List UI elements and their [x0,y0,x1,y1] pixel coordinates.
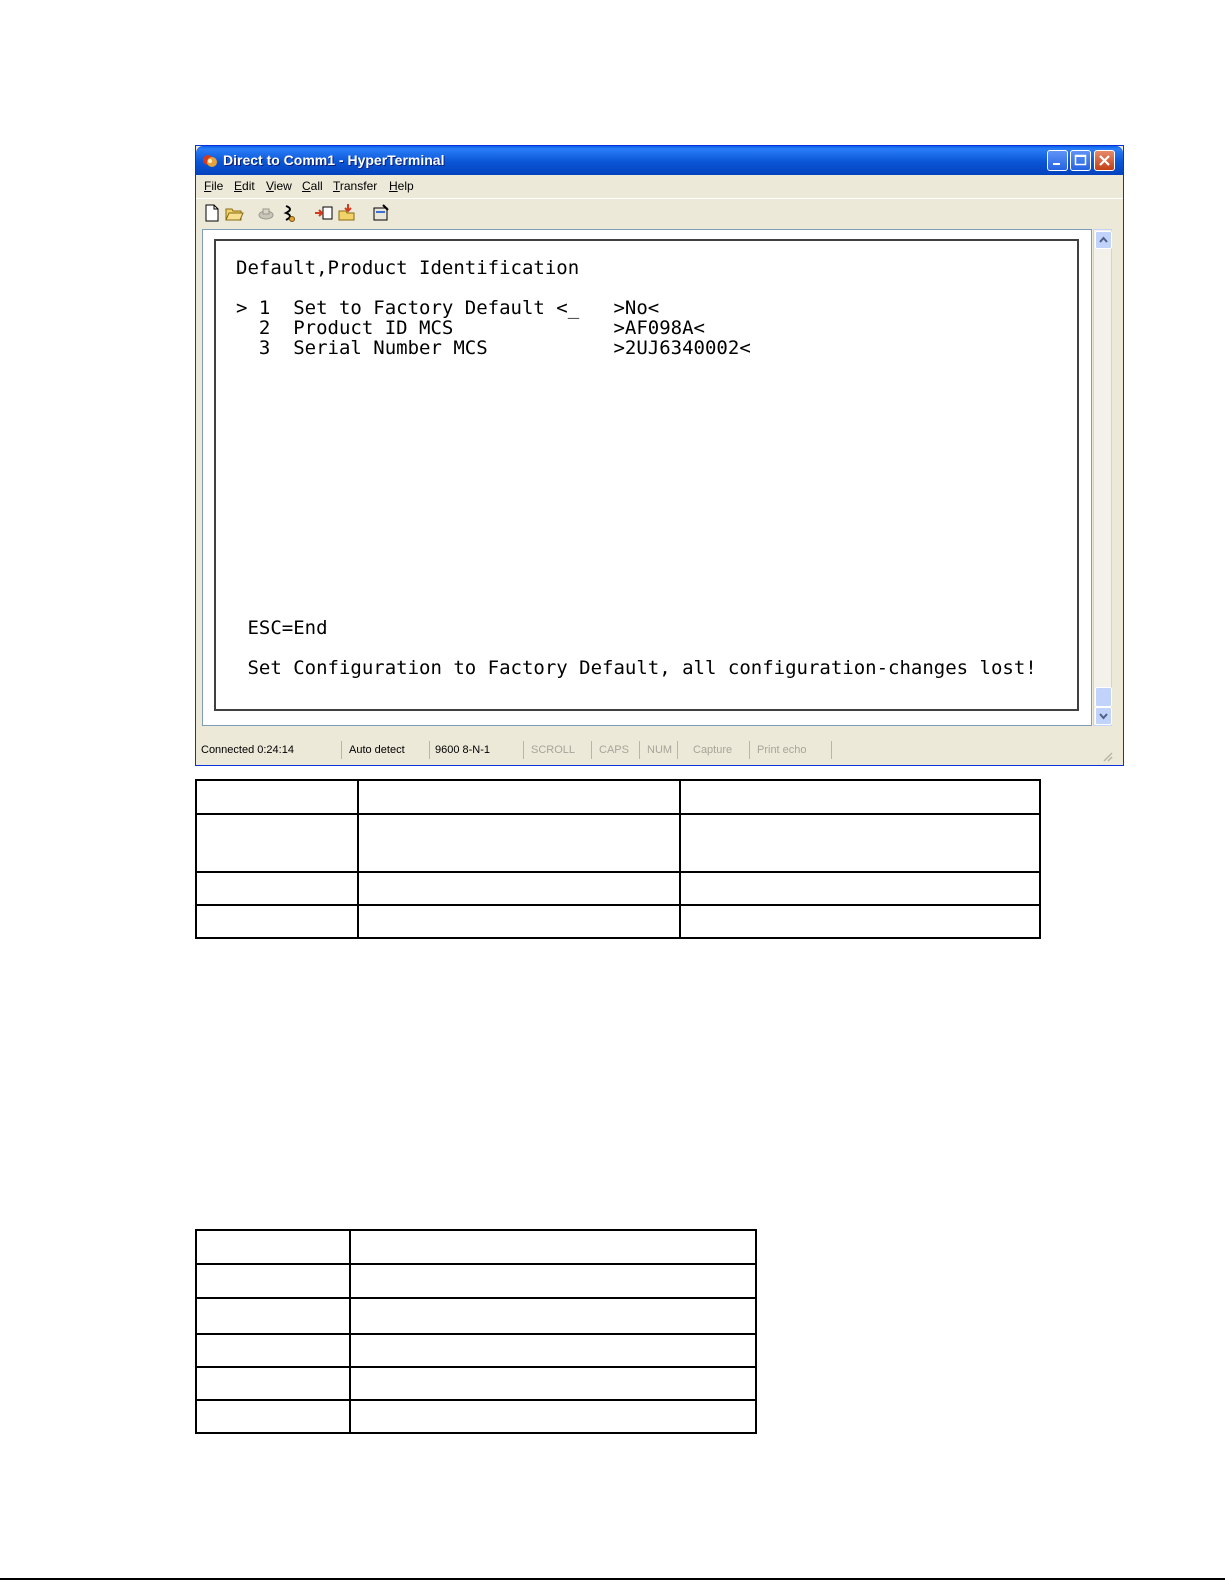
menu-call-key: C [302,179,311,193]
terminal-line [236,378,1037,398]
table-cell [680,905,1040,938]
terminal-line: ESC=End [236,617,328,639]
menu-transfer[interactable] [333,179,377,193]
table-cell [196,1400,350,1433]
table-row [196,780,1040,814]
properties-icon[interactable] [371,203,391,223]
table-cell [196,814,358,872]
table-cell [350,1230,756,1264]
menu-view-key: V [266,179,274,193]
hyperterminal-app-icon [202,153,218,169]
table-cell [350,1400,756,1433]
table-row [196,905,1040,938]
table-row [196,872,1040,905]
menu-file[interactable] [204,179,223,193]
menu-help-label: elp [397,179,414,193]
menu-help[interactable] [389,179,414,193]
menu-help-key: H [389,179,398,193]
table-row [196,1264,756,1298]
terminal-line: 2 Product ID MCS >AF098A< [236,317,705,339]
table-cell [196,905,358,938]
document-table-2 [195,1229,757,1434]
connect-icon[interactable] [280,203,300,223]
menu-edit-label: dit [242,179,255,193]
status-print-echo: Print echo [754,741,832,759]
status-bar [196,736,1123,766]
close-icon [1095,151,1114,170]
menu-bar [196,175,1123,197]
table-cell [350,1298,756,1334]
table-cell [358,872,680,905]
window-title: Direct to Comm1 - HyperTerminal [223,152,445,168]
terminal-line [236,538,1037,558]
document-table-1 [195,779,1041,939]
menu-view-label: iew [273,179,292,193]
status-auto-detect: Auto detect [346,741,430,759]
terminal-line [236,478,1037,498]
table-cell [196,1264,350,1298]
new-icon[interactable] [202,203,222,223]
table-row [196,1400,756,1433]
minimize-button[interactable] [1047,150,1068,171]
table-row [196,1334,756,1367]
terminal-output [236,258,1037,678]
table-cell [350,1264,756,1298]
scroll-up-button[interactable] [1095,231,1112,249]
page-footer-rule [0,1578,1225,1580]
terminal-line: Default,Product Identification [236,257,580,279]
menu-file-key: F [204,179,212,193]
terminal-line [236,418,1037,438]
table-row [196,1298,756,1334]
menu-edit[interactable] [234,179,255,193]
terminal-line [236,358,1037,378]
terminal-line [236,498,1037,518]
toolbar [196,198,1123,228]
scroll-down-button[interactable] [1095,707,1112,725]
menu-call[interactable] [302,179,323,193]
maximize-button[interactable] [1070,150,1091,171]
terminal-line [236,578,1037,598]
scrollbar-thumb[interactable] [1095,687,1112,707]
terminal-area[interactable] [202,229,1092,726]
open-icon[interactable] [224,203,244,223]
table-cell [358,780,680,814]
terminal-line: Set Configuration to Factory Default, all configuration-changes lost! [236,657,1037,679]
chevron-down-icon [1096,708,1111,724]
table-cell [358,905,680,938]
close-button[interactable] [1094,150,1115,171]
table-cell [680,872,1040,905]
menu-transfer-key: T [333,179,340,193]
chevron-up-icon [1096,232,1111,248]
terminal-screen [214,239,1079,711]
table-cell [350,1334,756,1367]
terminal-line [236,518,1037,538]
status-caps: CAPS [596,741,640,759]
vertical-scrollbar[interactable] [1093,229,1112,726]
send-icon[interactable] [314,203,334,223]
terminal-line [236,278,1037,298]
terminal-line [236,558,1037,578]
table-cell [680,780,1040,814]
table-row [196,1367,756,1400]
table-cell [350,1367,756,1400]
minimize-icon [1048,151,1067,170]
terminal-line [236,458,1037,478]
hyperterminal-window [195,145,1124,766]
resize-grip-icon[interactable] [1101,750,1113,762]
table-cell [196,1298,350,1334]
table-cell [196,1334,350,1367]
terminal-line [236,438,1037,458]
menu-file-label: ile [211,179,224,193]
table-cell [196,1230,350,1264]
status-port-settings: 9600 8-N-1 [432,741,524,759]
receive-icon[interactable] [337,203,357,223]
menu-view[interactable] [266,179,292,193]
status-scroll: SCROLL [528,741,592,759]
menu-edit-key: E [234,179,243,193]
terminal-line [236,598,1037,618]
terminal-line [236,398,1037,418]
table-cell [196,1367,350,1400]
status-capture: Capture [690,741,750,759]
terminal-line [236,638,1037,658]
table-cell [680,814,1040,872]
menu-call-label: all [310,179,323,193]
table-cell [196,872,358,905]
menu-transfer-label: ransfer [339,179,378,193]
maximize-icon [1071,151,1090,170]
table-cell [196,780,358,814]
status-connected: Connected 0:24:14 [198,741,342,759]
table-row [196,814,1040,872]
status-num: NUM [644,741,678,759]
terminal-line: 3 Serial Number MCS >2UJ6340002< [236,337,751,359]
disconnect-icon[interactable] [256,203,276,223]
table-cell [358,814,680,872]
title-bar[interactable] [196,146,1123,175]
table-row [196,1230,756,1264]
terminal-line: > 1 Set to Factory Default <_ >No< [236,297,660,319]
